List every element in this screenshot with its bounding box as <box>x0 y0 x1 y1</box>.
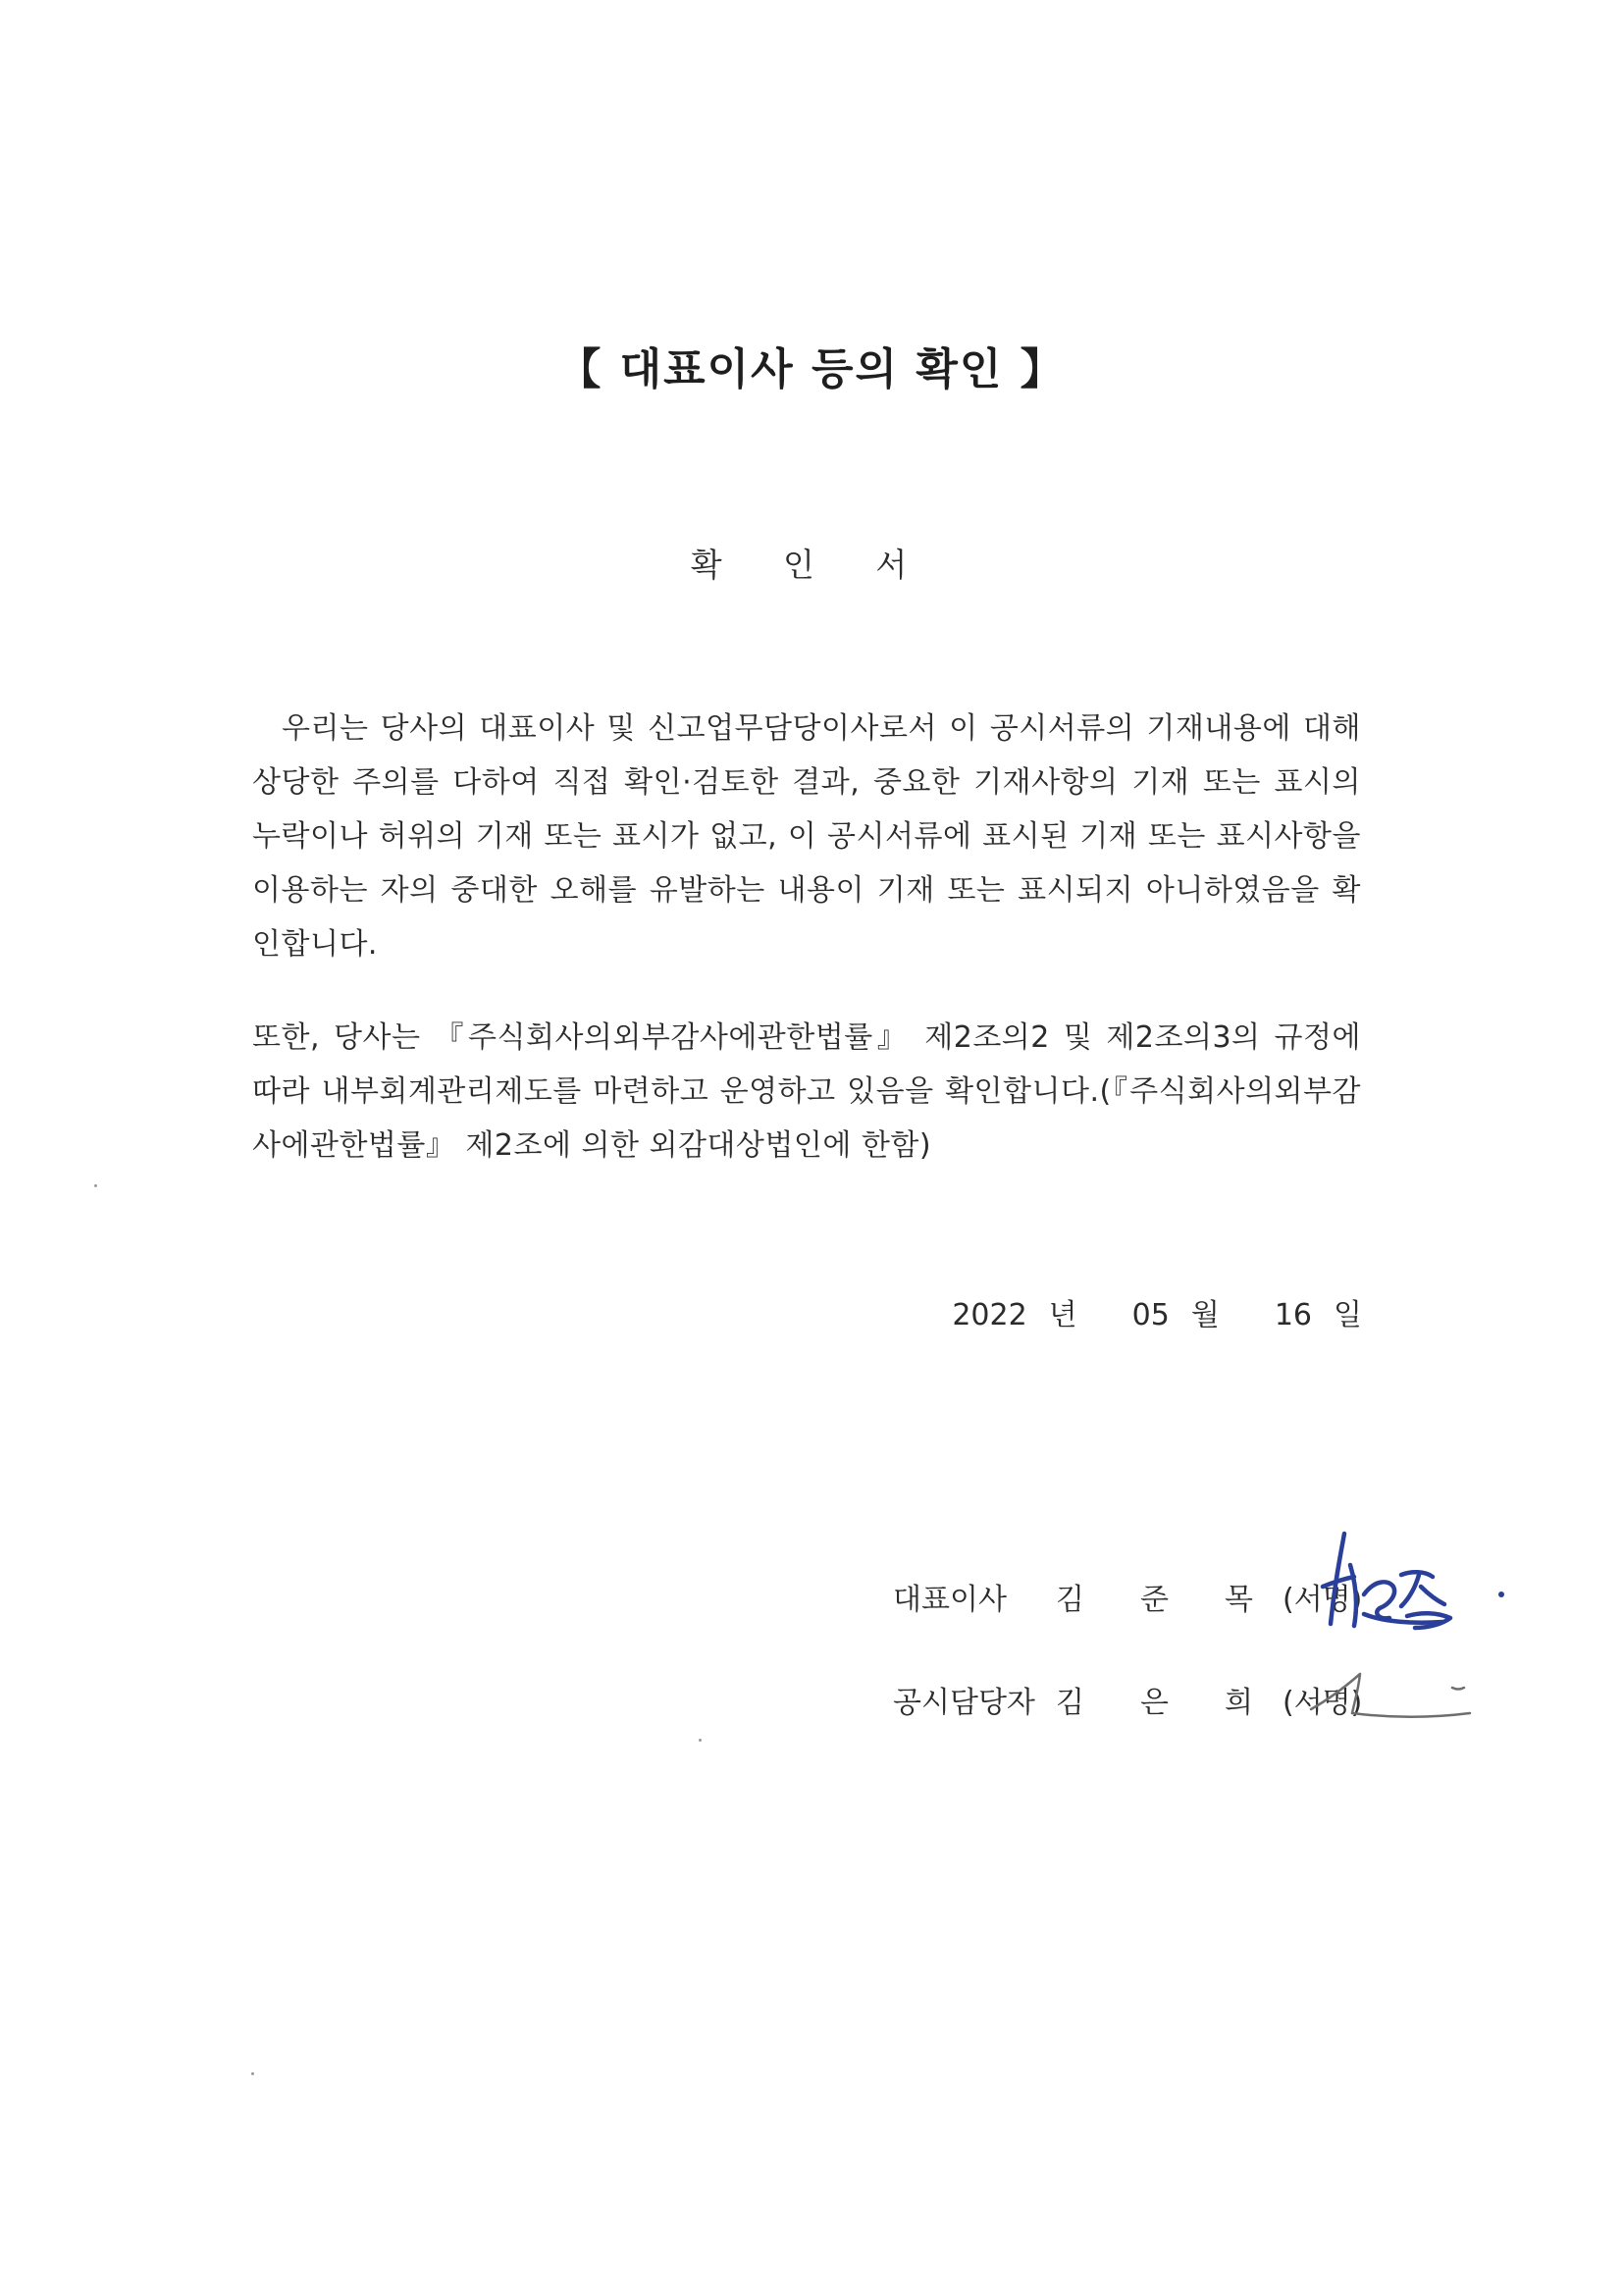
document-subtitle: 확 인 서 <box>690 546 933 584</box>
document-title: 【 대표이사 등의 확인 】 <box>557 344 1066 394</box>
internal-control-paragraph: 또한, 당사는 『주식회사의외부감사에관한법률』 제2조의2 및 제2조의3의 규정에 따라 내부회계관리제도를 마련하고 운영하고 있음을 확인합니다.(『주식회사의외부감사에관한법률』 제2조에 의한 외감대상법인에 한함) <box>252 1020 1361 1163</box>
signatory-name-char: 김 <box>1056 1583 1084 1617</box>
document-date <box>952 1290 1362 1333</box>
scan-speck <box>251 2072 254 2075</box>
signatory-name-char: 희 <box>1225 1686 1253 1720</box>
signatory-title: 대표이사 <box>893 1583 1007 1617</box>
date-day-unit: 일 <box>1334 1298 1362 1332</box>
confirmation-paragraph: 우리는 당사의 대표이사 및 신고업무담당이사로서 이 공시서류의 기재내용에 대해 상당한 주의를 다하여 직접 확인·검토한 결과, 중요한 기재사항의 기재 또는 표시의 누락이나 허위의 기재 또는 표시가 없고, 이 공시서류에 표시된 기재 또는 표시사항을 이용하는 자의 중대한 오해를 유발하는 내용이 기재 또는 표시되지 아니하였음을 확인합니다. <box>252 711 1361 962</box>
signatory-name-char: 김 <box>1056 1686 1084 1720</box>
signatory-name-char: 준 <box>1140 1583 1169 1617</box>
date-month-unit: 월 <box>1190 1298 1220 1332</box>
date-year: 2022 <box>952 1298 1027 1332</box>
date-year-unit: 년 <box>1048 1298 1077 1332</box>
signature-mark-label: (서명) <box>1283 1583 1363 1617</box>
signatory-title: 공시담당자 <box>893 1686 1035 1720</box>
signatory-name-char: 목 <box>1225 1583 1253 1617</box>
signature-mark-label: (서명) <box>1283 1686 1363 1720</box>
scan-speck <box>699 1739 702 1742</box>
signatory-name-char: 은 <box>1140 1686 1169 1720</box>
scan-speck <box>94 1184 97 1187</box>
date-month: 05 <box>1131 1298 1170 1332</box>
date-day: 16 <box>1274 1298 1313 1332</box>
